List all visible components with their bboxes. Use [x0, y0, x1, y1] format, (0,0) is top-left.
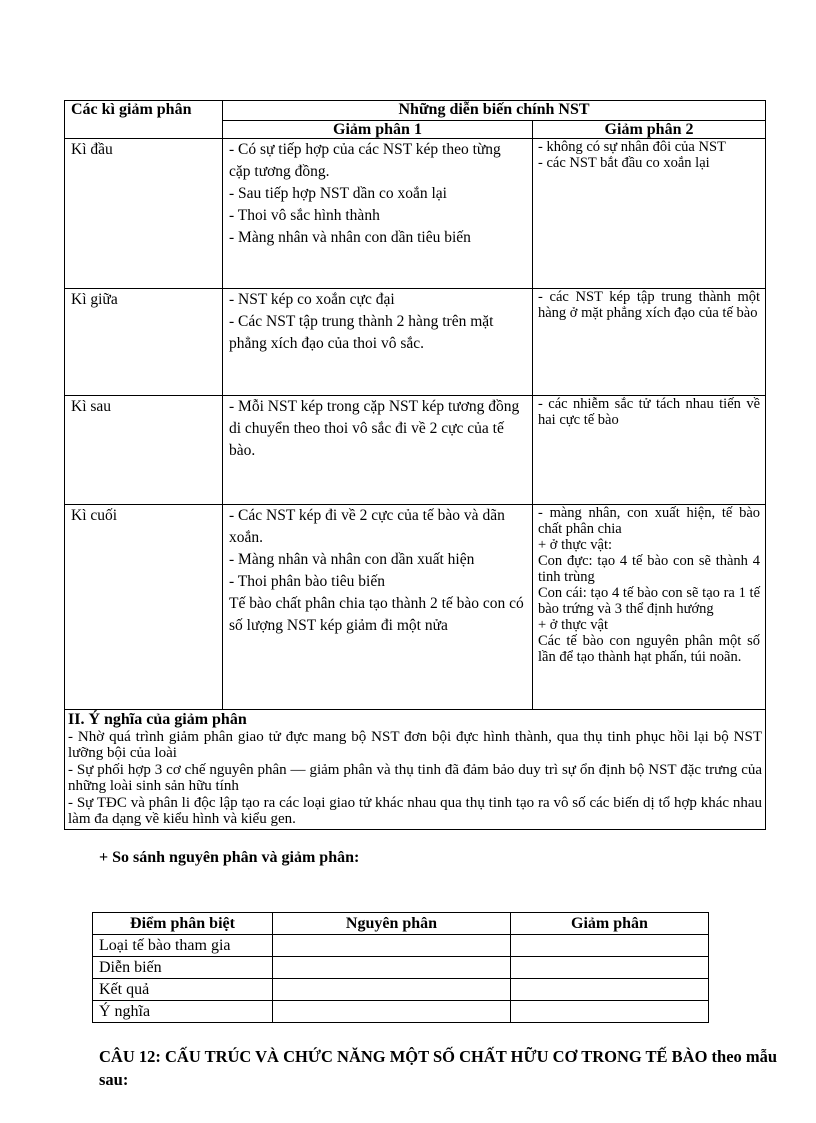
gp2-line: - các NST bắt đầu co xoắn lại — [538, 155, 710, 171]
phase-cell: Kì sau — [65, 396, 223, 505]
compare-label: Kết quả — [93, 979, 273, 1001]
gp1-line: - Các NST kép đi về 2 cực của tế bào và dãn xoắn. — [229, 507, 505, 546]
compare-label: Ý nghĩa — [93, 1001, 273, 1023]
gp2-cell — [533, 139, 766, 289]
table-row — [93, 935, 709, 957]
header-gp2: Giảm phân 2 — [533, 121, 766, 139]
empty-cell — [511, 935, 709, 957]
gp2-line: + ở thực vật — [538, 617, 609, 633]
gp1-line: - Mỗi NST kép trong cặp NST kép tương đồng di chuyển theo thoi vô sắc đi về 2 cực của tế bào. — [229, 398, 520, 459]
gp1-line: - Màng nhân và nhân con dần tiêu biến — [229, 229, 471, 246]
gp2-cell — [533, 396, 766, 505]
section-title: II. Ý nghĩa của giảm phân — [68, 711, 247, 728]
gp1-line: - Các NST tập trung thành 2 hàng trên mặt phẳng xích đạo của thoi vô sắc. — [229, 313, 494, 352]
compare-header: Điểm phân biệt — [93, 913, 273, 935]
empty-cell — [511, 979, 709, 1001]
gp1-line: - Màng nhân và nhân con dần xuất hiện — [229, 551, 475, 568]
table-row — [93, 957, 709, 979]
gp2-line: Con đực: tạo 4 tế bào con sẽ thành 4 tinh trùng — [538, 553, 761, 585]
empty-cell — [511, 1001, 709, 1023]
gp1-line: Tế bào chất phân chia tạo thành 2 tế bào con có số lượng NST kép giảm đi một nửa — [229, 595, 524, 634]
section-line: - Nhờ quá trình giảm phân giao tử đực mang bộ NST đơn bội đực hình thành, qua thụ tinh phục hồi lại bộ NST lưỡng bội của loài — [68, 728, 763, 761]
gp1-cell — [223, 396, 533, 505]
gp1-line: - NST kép co xoắn cực đại — [229, 291, 395, 308]
header-gp1: Giảm phân 1 — [223, 121, 533, 139]
compare-table — [92, 912, 709, 1023]
gp2-line: - màng nhân, con xuất hiện, tế bào chất phân chia — [538, 505, 761, 537]
header-main: Những diễn biến chính NST — [223, 101, 766, 121]
table-row — [65, 505, 766, 710]
meiosis-table — [64, 100, 766, 830]
table-row — [65, 396, 766, 505]
gp2-cell — [533, 505, 766, 710]
gp1-line: - Có sự tiếp hợp của các NST kép theo từng cặp tương đồng. — [229, 141, 501, 180]
gp2-line: Các tế bào con nguyên phân một số lần để tạo thành hạt phấn, túi noãn. — [538, 633, 761, 665]
gp2-line: + ở thực vật: — [538, 537, 613, 553]
compare-heading: + So sánh nguyên phân và giảm phân: — [99, 849, 360, 866]
empty-cell — [273, 935, 511, 957]
empty-cell — [273, 957, 511, 979]
empty-cell — [273, 1001, 511, 1023]
gp1-line: - Sau tiếp hợp NST dần co xoắn lại — [229, 185, 447, 202]
empty-cell — [273, 979, 511, 1001]
gp1-cell — [223, 289, 533, 396]
compare-label: Diễn biến — [93, 957, 273, 979]
table-row — [65, 139, 766, 289]
gp2-cell — [533, 289, 766, 396]
significance-section — [65, 710, 766, 830]
compare-header: Nguyên phân — [273, 913, 511, 935]
gp2-line: Con cái: tạo 4 tế bào con sẽ tạo ra 1 tế bào trứng và 3 thể định hướng — [538, 585, 761, 617]
empty-cell — [511, 957, 709, 979]
table-row — [93, 979, 709, 1001]
phase-cell: Kì đầu — [65, 139, 223, 289]
table-row — [93, 1001, 709, 1023]
compare-header: Giảm phân — [511, 913, 709, 935]
gp2-line: - các nhiễm sắc tử tách nhau tiến về hai cực tế bào — [538, 396, 761, 428]
gp2-line: - không có sự nhân đôi của NST — [538, 139, 726, 155]
table-row — [65, 289, 766, 396]
gp1-line: - Thoi phân bào tiêu biến — [229, 573, 385, 590]
gp2-line: - các NST kép tập trung thành một hàng ở mặt phẳng xích đạo của tế bào — [538, 289, 761, 321]
gp1-cell — [223, 139, 533, 289]
gp1-cell — [223, 505, 533, 710]
section-line: - Sự TĐC và phân li độc lập tạo ra các loại giao tử khác nhau qua thụ tinh tạo ra vô số các biến dị tổ hợp khác nhau làm đa dạng về kiểu hình và kiểu gen. — [68, 794, 763, 827]
question-12-heading: CÂU 12: CẤU TRÚC VÀ CHỨC NĂNG MỘT SỐ CHẤT HỮU CƠ TRONG TẾ BÀO theo mẫu sau: — [99, 1047, 778, 1089]
phase-cell: Kì cuối — [65, 505, 223, 710]
gp1-line: - Thoi vô sắc hình thành — [229, 207, 380, 224]
section-line: - Sự phối hợp 3 cơ chế nguyên phân — giảm phân và thụ tinh đã đảm bảo duy trì sự ổn định bộ NST đặc trưng của những loài sinh sản hữu tính — [68, 761, 763, 794]
table-row — [65, 710, 766, 830]
header-phase: Các kì giảm phân — [65, 101, 223, 139]
compare-label: Loại tế bào tham gia — [93, 935, 273, 957]
phase-cell: Kì giữa — [65, 289, 223, 396]
